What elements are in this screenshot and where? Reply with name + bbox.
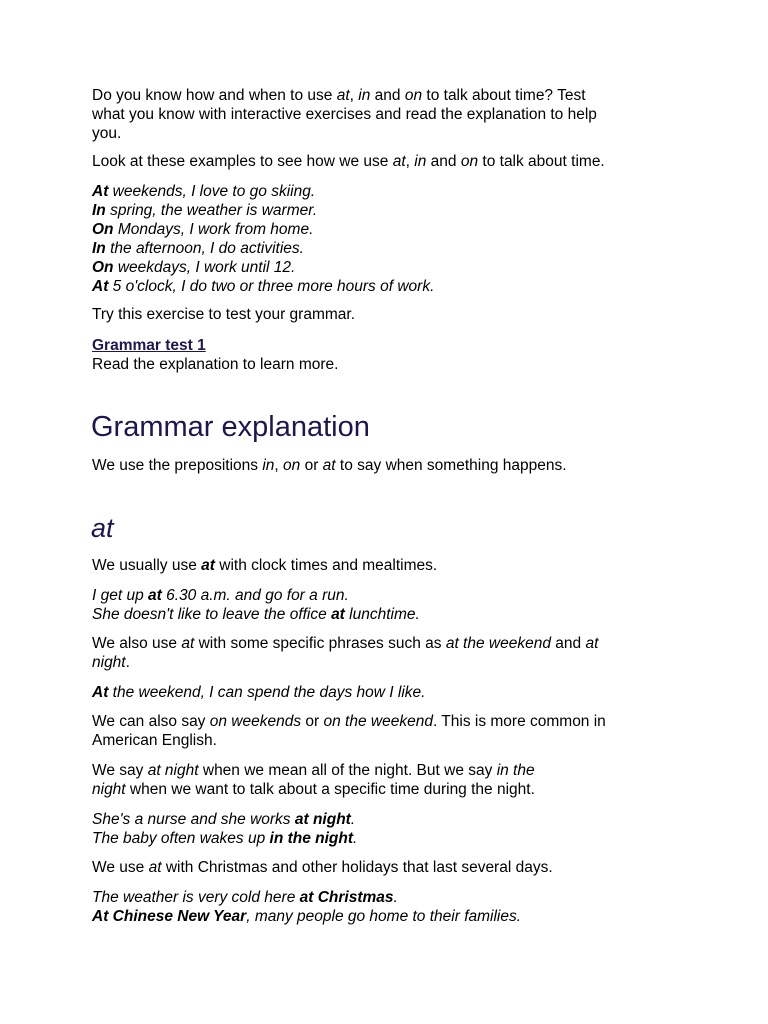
at-examples-4 [92,810,692,848]
example-line: At weekends, I love to go skiing. [92,183,316,200]
at-paragraph-5: We use at with Christmas and other holidays that last several days. [92,859,553,876]
example-line: The baby often wakes up in the night. [92,830,358,847]
at-paragraph-1: We usually use at with clock times and mealtimes. [92,557,438,574]
example-line: She's a nurse and she works at night. [92,811,356,828]
example-line: On weekdays, I work until 12. [92,259,296,276]
intro-line-3: you. [92,125,122,142]
example-line: In the afternoon, I do activities. [92,240,304,257]
intro-line-2: what you know with interactive exercises and read the explanation to help [92,106,597,123]
intro-paragraph [92,86,692,143]
grammar-test-link[interactable]: Grammar test 1 [92,337,206,354]
example-line: At 5 o'clock, I do two or three more hours of work. [92,278,435,295]
example-line: She doesn't like to leave the office at lunchtime. [92,606,420,623]
try-text: Try this exercise to test your grammar. [92,306,356,323]
example-line: On Mondays, I work from home. [92,221,314,238]
at-examples-1 [92,586,692,624]
intro-line-1: Do you know how and when to use at, in and on to talk about time? Test [92,87,586,104]
grammar-explanation-heading: Grammar explanation [91,411,370,443]
examples-intro: Look at these examples to see how we use at, in and on to talk about time. [92,153,605,170]
explanation-paragraph: We use the prepositions in, on or at to say when something happens. [92,457,567,474]
example-line: The weather is very cold here at Christmas. [92,889,398,906]
read-more-text: Read the explanation to learn more. [92,356,339,373]
at-examples-6 [92,888,692,926]
at-paragraph-3: We can also say on weekends or on the weekend. This is more common in American English. [92,713,606,749]
examples-list [92,182,692,296]
example-line: I get up at 6.30 a.m. and go for a run. [92,587,349,604]
at-paragraph-2: We also use at with some specific phrases such as at the weekend and at night. [92,635,599,671]
at-paragraph-4: We say at night when we mean all of the night. But we say in the night when we want to talk about a specific time during the night. [92,762,535,798]
example-line: At Chinese New Year, many people go home to their families. [92,908,522,925]
grammar-test-block [92,336,692,374]
at-heading: at [91,513,114,543]
at-example-3: At the weekend, I can spend the days how I like. [92,684,426,701]
example-line: In spring, the weather is warmer. [92,202,318,219]
